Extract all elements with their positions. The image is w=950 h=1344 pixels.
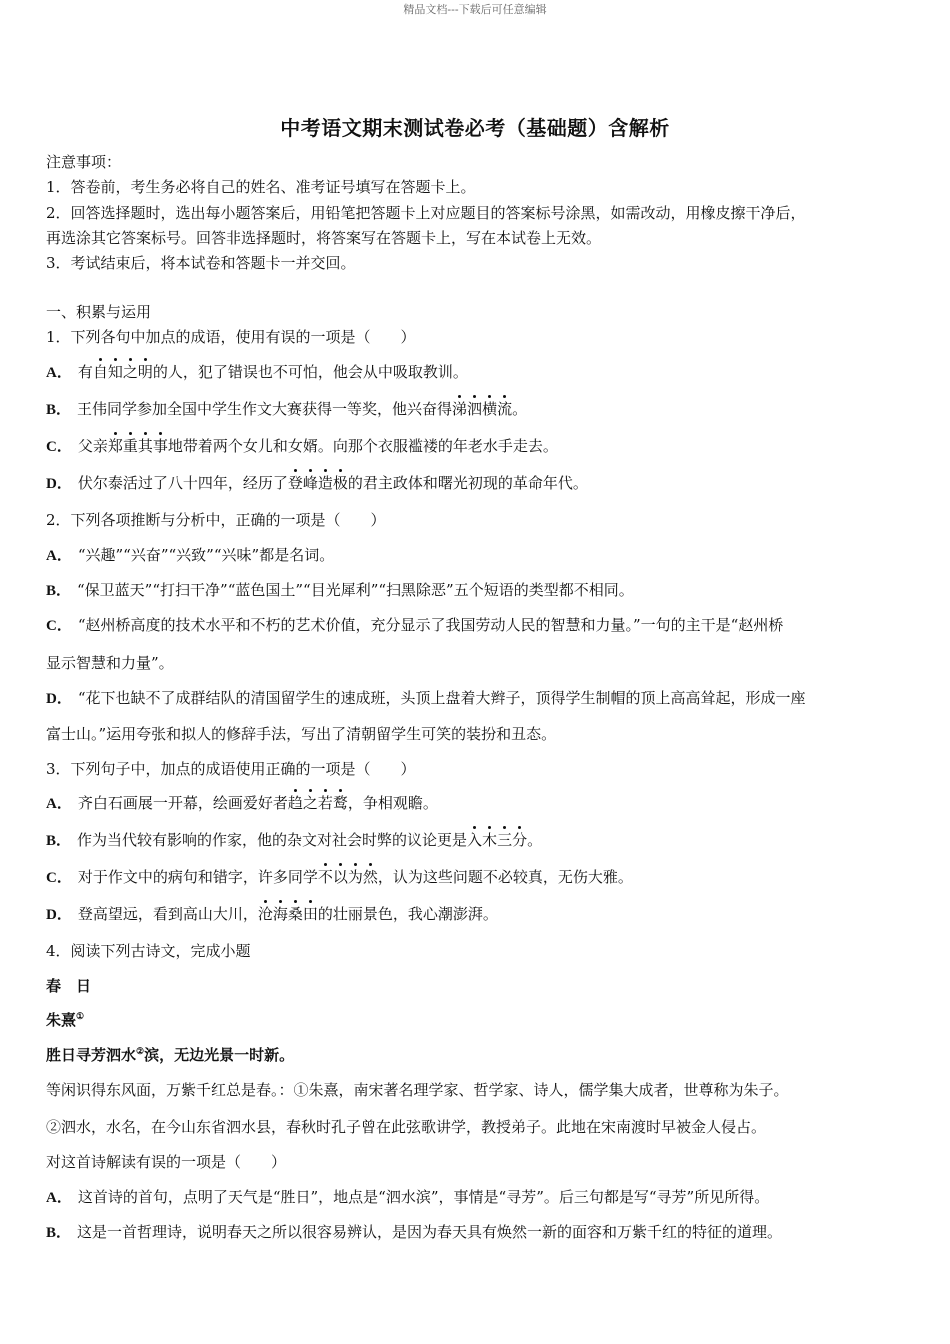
note-2: ②泗水，水名，在今山东省泗水县，春秋时孔子曾在此弦歌讲学，教授弟子。此地在宋南渡时早被金人侵占。 [46,1118,767,1136]
option-letter: B． [46,583,72,599]
header-note: 精品文档---下载后可任意编辑 [403,3,547,16]
poem-text: 胜日寻芳泗水 [46,1046,137,1064]
dotted-char: 泗 [467,400,483,418]
dotted-char: 桑 [287,905,303,923]
section-heading: 一、积累与运用 [46,303,152,321]
footnote-marker: ① [76,1012,85,1022]
option-text: “赵州桥高度的技术水平和不朽的艺术价值，充分显示了我国劳动人民的智慧和力量。”一句的主干是“赵州桥 [77,616,784,634]
option-text: 这首诗的首句，点明了天气是“胜日”，地点是“泗水滨”，事情是“寻芳”。后三句都是写“寻芳”所见所得。 [77,1188,770,1206]
dotted-char: 若 [317,794,333,812]
option-letter: C． [46,870,72,886]
option-text: 登高望远，看到高山大川， [77,905,258,923]
q2-option-d-cont: 富士山。”运用夸张和拟人的修辞手法，写出了清朝留学生可笑的装扮和丑态。 [46,725,557,743]
q1-option-c [46,436,558,457]
option-text: 对于作文中的病句和错字，许多同学 [77,868,318,886]
q2-option-a [46,545,334,566]
option-text: 作为当代较有影响的作家，他的杂文对社会时弊的议论更是 [77,831,468,849]
dotted-idiom [93,363,153,381]
option-letter: A． [46,548,72,564]
poem-line-2-and-note-1 [46,1080,789,1100]
dotted-idiom [288,794,348,812]
page-title: 中考语文期末测试卷必考（基础题）含解析 [280,116,670,140]
option-text: 父亲 [77,437,108,455]
option-letter: C． [46,618,72,634]
option-letter: C． [46,439,72,455]
poem-text: 等闲识得东风面，万紫千红总是春。：①朱熹，南宋著名理学家、哲学家、诗人，儒学集大成者，世尊称为朱子。 [46,1081,789,1099]
dotted-idiom [318,868,378,886]
dotted-char: 明 [137,363,153,381]
option-text: 。 [527,831,543,849]
dotted-idiom [258,905,318,923]
option-text: 这是一首哲理诗，说明春天之所以很容易辨认，是因为春天具有焕然一新的面容和万紫千红的特征的道理。 [77,1223,783,1241]
notice-item-3: 3．考试结束后，将本试卷和答题卡一并交回。 [46,254,356,272]
dotted-char: 然 [362,868,378,886]
option-text: 伏尔泰活过了八十四年，经历了 [77,474,288,492]
dotted-char: 三 [497,831,513,849]
dotted-char: 其 [137,437,153,455]
dotted-char: 极 [332,474,348,492]
dotted-char: 沧 [257,905,273,923]
option-text: “花下也缺不了成群结队的清国留学生的速成班，头顶上盘着大辫子，顶得学生制帽的顶上高高耸起，形成一座 [77,689,806,707]
q2-option-d [46,688,806,709]
q1-option-b [46,399,527,420]
option-letter: B． [46,402,72,418]
option-letter: B． [46,833,72,849]
q3-option-a [46,793,438,814]
dotted-char: 重 [122,437,138,455]
dotted-char: 不 [317,868,333,886]
dotted-char: 之 [302,794,318,812]
dotted-char: 横 [482,400,498,418]
dotted-char: 流 [497,400,513,418]
option-letter: D． [46,907,72,923]
option-text: 。 [512,400,528,418]
option-text: ，认为这些问题不必较真，无伤大雅。 [377,868,633,886]
q4-sub-stem: 对这首诗解读有误的一项是（ ） [46,1153,287,1171]
dotted-char: 知 [107,363,123,381]
dotted-idiom [288,474,348,492]
notice-item-2-line-2: 再选涂其它答案标号。回答非选择题时，将答案写在答题卡上，写在本试卷上无效。 [46,229,602,247]
option-text: 的壮丽景色，我心潮澎湃。 [317,905,498,923]
dotted-idiom [452,400,512,418]
option-text: “保卫蓝天”“打扫干净”“蓝色国土”“目光犀利”“扫黑除恶”五个短语的类型都不相同。 [77,581,634,599]
dotted-char: 鹜 [332,794,348,812]
q3-option-c [46,867,633,888]
dotted-char: 自 [92,363,108,381]
q4-stem: 4．阅读下列古诗文，完成小题 [46,942,251,960]
dotted-char: 分 [512,831,528,849]
notice-item-1: 1．答卷前，考生务必将自己的姓名、准考证号填写在答题卡上。 [46,178,476,196]
dotted-char: 郑 [107,437,123,455]
q3-option-b [46,830,542,851]
option-text: 的君主政体和曙光初现的革命年代。 [347,474,588,492]
q2-option-c-cont: 显示智慧和力量”。 [46,654,174,672]
dotted-char: 事 [152,437,168,455]
notice-heading: 注意事项： [46,153,122,171]
q1-stem: 1．下列各句中加点的成语，使用有误的一项是（ ） [46,328,416,346]
q3-option-d [46,904,498,925]
option-text: “兴趣”“兴奋”“兴致”“兴味”都是名词。 [77,546,335,564]
option-text: 的人，犯了错误也不可怕，他会从中吸取教训。 [152,363,468,381]
option-text: 齐白石画展一开幕，绘画爱好者 [77,794,288,812]
option-letter: B． [46,1225,72,1241]
option-letter: A． [46,1190,72,1206]
dotted-char: 之 [122,363,138,381]
dotted-char: 海 [272,905,288,923]
dotted-char: 入 [467,831,483,849]
poem-text: 滨，无边光景一时新。 [144,1046,295,1064]
dotted-char: 以 [332,868,348,886]
footnote-marker: ② [136,1047,145,1057]
option-letter: A． [46,365,72,381]
q1-option-d [46,473,588,494]
option-text: ，争相观瞻。 [347,794,438,812]
poem-title: 春 日 [46,977,92,995]
dotted-char: 趋 [287,794,303,812]
dotted-char: 木 [482,831,498,849]
option-letter: D． [46,691,72,707]
option-letter: D． [46,476,72,492]
q2-stem: 2．下列各项推断与分析中，正确的一项是（ ） [46,511,386,529]
notice-item-2-line-1: 2．回答选择题时，选出每小题答案后，用铅笔把答题卡上对应题目的答案标号涂黑，如需改动，用橡皮擦干净后， [46,204,806,222]
q4-option-b [46,1222,782,1243]
poem-line-1 [46,1045,294,1065]
option-letter: A． [46,796,72,812]
option-text: 地带着两个女儿和女婿。向那个衣服褴褛的年老水手走去。 [167,437,558,455]
dotted-char: 涕 [452,400,468,418]
dotted-char: 为 [347,868,363,886]
q1-option-a [46,362,468,383]
q2-option-c [46,615,783,636]
author-name: 朱熹 [46,1011,77,1029]
dotted-char: 田 [302,905,318,923]
q4-option-a [46,1187,769,1208]
dotted-char: 峰 [302,474,318,492]
option-text: 有 [77,363,93,381]
dotted-char: 登 [287,474,303,492]
q3-stem: 3．下列句子中，加点的成语使用正确的一项是（ ） [46,760,416,778]
option-text: 王伟同学参加全国中学生作文大赛获得一等奖，他兴奋得 [77,400,453,418]
q2-option-b [46,580,634,601]
poem-author [46,1010,84,1030]
dotted-idiom [467,831,527,849]
dotted-idiom [108,437,168,455]
dotted-char: 造 [317,474,333,492]
